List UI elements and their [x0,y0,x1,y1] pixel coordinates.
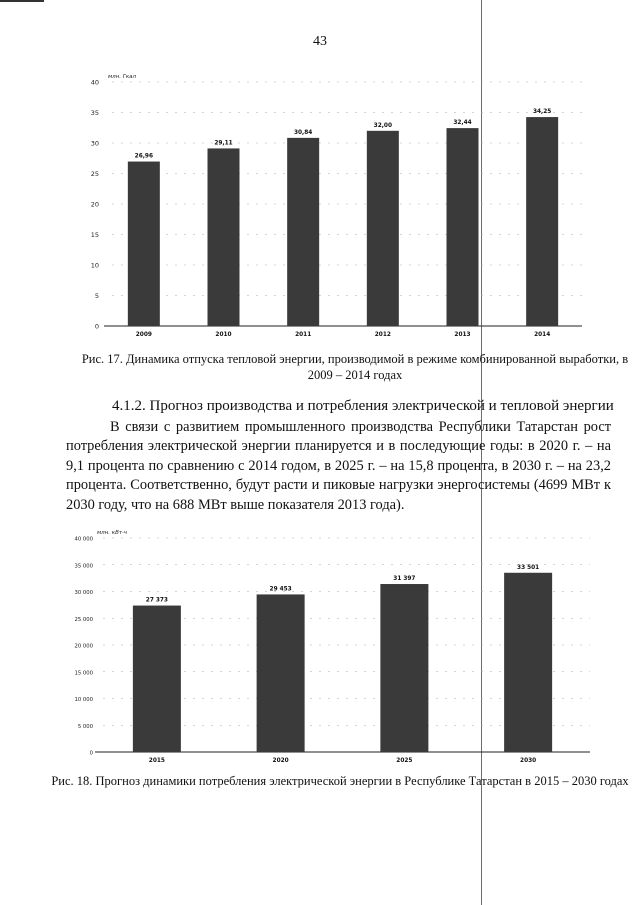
x-tick-label: 2015 [148,758,165,764]
bar-value-label: 27 373 [145,597,168,604]
y-tick-label: 35 000 [74,563,93,570]
bar-value-label: 26,96 [134,153,154,160]
y-tick-label: 0 [94,322,99,331]
unit-label: млн. Гкал [108,74,137,80]
x-tick-label: 2011 [295,332,312,338]
bar-value-label: 34,25 [532,109,552,116]
page-number: 43 [313,34,327,49]
y-tick-label: 10 000 [74,697,93,703]
y-tick-label: 35 [90,109,99,117]
bar-value-label: 32,44 [453,120,472,127]
y-tick-label: 5 [94,292,99,300]
y-tick-label: 15 000 [74,670,93,677]
bar [380,584,428,752]
bar-value-label: 29,11 [214,140,233,147]
bar [133,606,181,752]
x-tick-label: 2025 [396,758,413,764]
x-tick-label: 2012 [374,332,391,338]
unit-label: млн. кВт·ч [97,530,128,536]
body-paragraph: В связи с развитием промышленного производства Республики Татарстан рост потребления электрической энергии планируется и в последующие годы: в 2020 г. – на 9,1 процента по сравнению с 2014 годом, в 2025 г. – на 15,8 процента, в 2030 г. – на 23,2 процента. Соответственно, будут расти и пиковые нагрузки энергосистемы (4699 МВт к 2030 году, что на 688 МВт выше показателя 2013 года). [66,419,611,513]
y-tick-label: 25 000 [74,616,93,623]
x-tick-label: 2013 [454,332,471,338]
x-tick-label: 2020 [272,758,289,764]
bar-value-label: 31 397 [393,576,416,583]
y-tick-label: 0 [89,750,93,757]
x-tick-label: 2030 [520,758,537,764]
y-tick-label: 40 000 [74,536,93,543]
y-tick-label: 10 [90,261,99,270]
bar-value-label: 32,00 [373,122,393,129]
y-tick-label: 20 [90,200,99,209]
x-tick-label: 2009 [135,332,152,338]
y-tick-label: 40 [90,78,99,87]
y-tick-label: 30 [90,139,99,148]
figure-18-caption: Рис. 18. Прогноз динамики потребления электрической энергии в Республике Татарстан в 2015 – 2030 годах [51,774,629,788]
bar [257,594,305,752]
x-tick-label: 2014 [534,332,551,338]
bar-value-label: 30,84 [293,129,313,136]
bar-value-label: 29 453 [269,586,292,593]
x-tick-label: 2010 [215,332,232,338]
y-tick-label: 30 000 [74,590,93,596]
figure-17-caption: Рис. 17. Динамика отпуска тепловой энергии, производимой в режиме комбинированной выработки, в 2009 – 2014 годах [81,352,629,382]
bar [504,573,552,752]
section-heading: 4.1.2. Прогноз производства и потребления электрической и тепловой энергии [112,398,614,414]
y-tick-label: 5 000 [77,723,93,730]
y-tick-label: 25 [90,170,99,178]
y-tick-label: 15 [90,231,99,239]
y-tick-label: 20 000 [74,643,93,650]
bar-value-label: 33 501 [517,564,540,571]
